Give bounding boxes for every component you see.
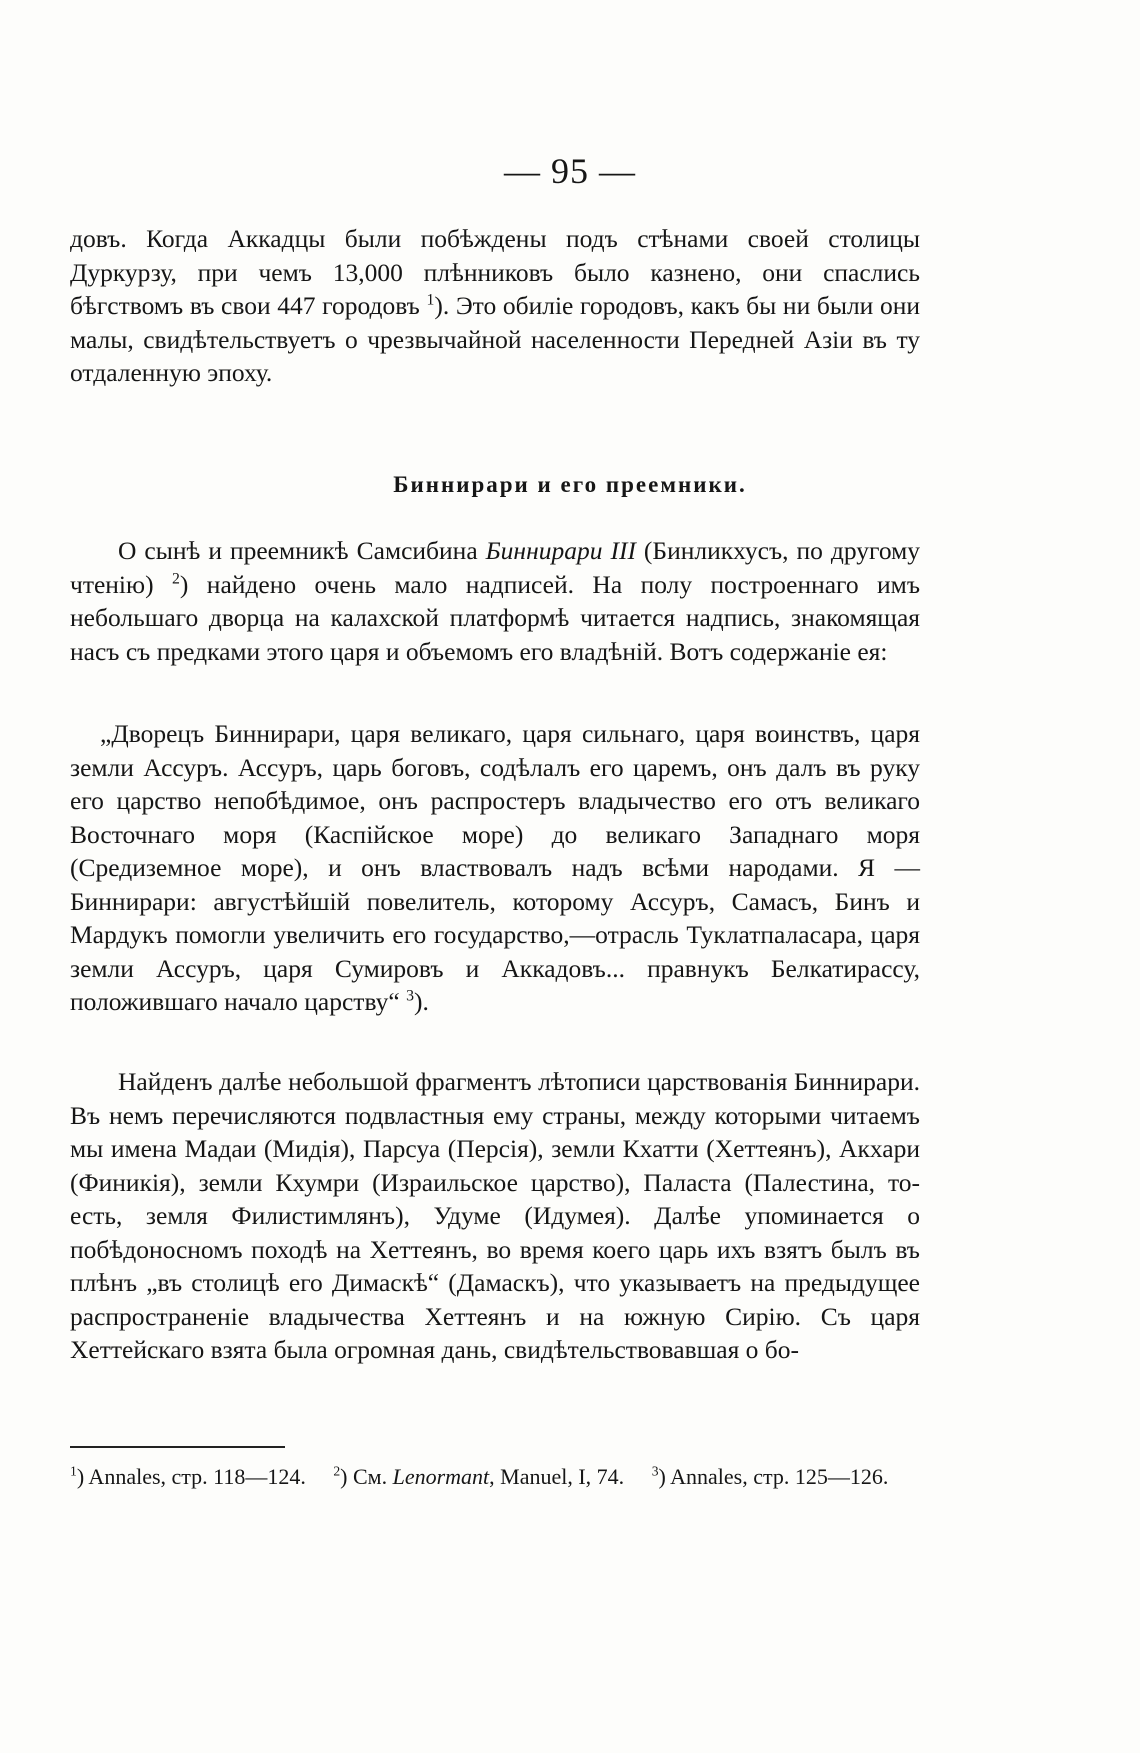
author-name: Lenormant [392,1464,490,1489]
footnote-mark: 1 [70,1463,77,1479]
paragraph [70,534,920,668]
footnote-divider [70,1446,285,1448]
footnote-2: $^2$) См. Lenormant, Manuel, I, 74. [333,1463,625,1489]
paragraph-text: ). Это обиліе городовъ, какъ бы ни были они малы, свидѣтельствуетъ о чрезвычайной населенности Передней Азіи въ ту отдаленную эпоху. [70,291,920,387]
paragraph-continuation [70,222,920,390]
footnote-mark: 3 [651,1463,659,1479]
paragraph-text: ) найдено очень мало надписей. На полу построеннаго имъ небольшаго дворца на калахской платформѣ читается надпись, знакомящая насъ съ предками этого царя и объемомъ его владѣній. Вотъ содержаніе ея: [70,569,921,666]
page-number: — 95 — [504,151,636,191]
footnote-1: $^1$) Annales, стр. 118—124. [70,1463,306,1489]
quote-text: „Дворецъ Биннирари, царя великаго, царя сильнаго, царя воинствъ, царя земли Ассуръ. Ассуръ, царь боговъ, содѣлалъ его царемъ, онъ далъ въ руку его царство непобѣдимое, онъ распростеръ владычество его отъ великаго Восточнаго моря (Каспійское море) до великаго Западнаго моря (Средиземное море), и онъ властвовалъ надъ всѣми народами. Я — Биннирари: августѣйшій повелитель, которому Ассуръ, Самасъ, Бинъ и Мардукъ помогли увеличить его государство,—отрасль Туклатпаласара, царя земли Ассуръ, царя Сумировъ и Аккадовъ... правнукъ Белкатирассу, положившаго начало царству“ [70,719,920,1016]
footnote-3: $^3$) Annales, стр. 125—126. [651,1463,889,1489]
quote-text: ). [413,987,429,1016]
paragraph-text: О сынѣ и преемникѣ Самсибина [118,536,486,565]
paragraph-text: довъ. Когда Аккадцы были побѣждены подъ стѣнами своей столицы Дуркурзу, при чемъ 13,000 плѣнниковъ было казнено, они спаслись бѣгствомъ въ свои 447 городовъ [70,224,920,320]
paragraph-text: (Бинликхусъ, по другому чтенію) [70,536,921,599]
footnote-ref: 3 [406,987,414,1005]
inscription-quote [70,717,920,1019]
king-name: Биннирари III [485,536,636,565]
paragraph-text: Найденъ далѣе небольшой фрагментъ лѣтописи царствованія Биннирари. Въ немъ перечисляются подвластныя ему страны, между которыми читаемъ мы имена Мадаи (Мидія), Парсуа (Персія), земли Кхатти (Хеттеянъ), Акхари (Финикія), земли Кхумри (Израильское царство), Паласта (Палестина, то-есть, земля Филистимлянъ), Удуме (Идумея). Далѣе упоминается о побѣдоносномъ походѣ на Хеттеянъ, во время коего царь ихъ взятъ былъ въ плѣнъ „въ столицѣ его Димаскѣ“ (Дамаскъ), что указываетъ на предыдущее распространеніе владычества Хеттеянъ и на южную Сирію. Съ царя Хеттейскаго взята была огромная дань, свидѣтельствовавшая о бо- [70,1067,920,1364]
footnote-mark: 2 [333,1463,341,1479]
section-heading: Биннирари и его преемники. [393,472,747,497]
footnotes [70,1460,920,1493]
footnote-ref: 2 [171,570,180,587]
paragraph [70,1065,920,1367]
footnote-ref: 1 [426,291,435,309]
